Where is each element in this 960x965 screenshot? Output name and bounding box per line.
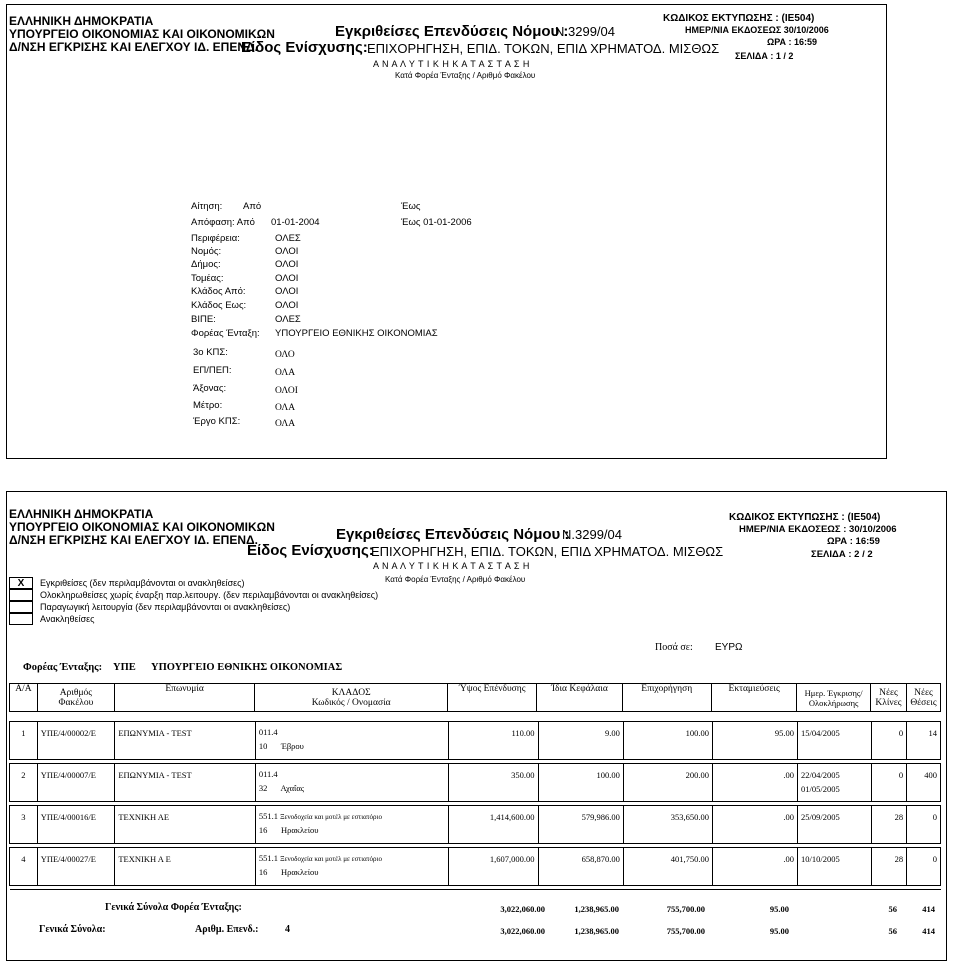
cell-subsidy: 401,750.00 bbox=[623, 848, 712, 886]
criteria-value: ΟΛΟΙ bbox=[275, 300, 299, 311]
agency-total-subsidy: 755,700.00 bbox=[666, 904, 705, 914]
cell-seats: 0 bbox=[907, 848, 941, 886]
table-row bbox=[10, 848, 941, 886]
cell-beds: 0 bbox=[871, 764, 907, 802]
header-country: ΕΛΛΗΝΙΚΗ ΔΗΜΟΚΡΑΤΙΑ bbox=[9, 14, 154, 28]
header-ministry: ΥΠΟΥΡΓΕΙΟ ΟΙΚΟΝΟΜΙΑΣ ΚΑΙ ΟΙΚΟΝΟΜΙΚΩΝ bbox=[9, 27, 275, 41]
criteria-value: 01-01-2004 bbox=[271, 217, 320, 228]
branch-code: 551.1 bbox=[258, 853, 278, 863]
report-subheading: Κατά Φορέα Ένταξης / Αριθμό Φακέλου bbox=[385, 575, 526, 584]
page-number: ΣΕΛΙΔΑ : 2 / 2 bbox=[811, 549, 873, 560]
cell-subsidy: 353,650.00 bbox=[623, 806, 712, 844]
cell-date bbox=[798, 764, 872, 802]
criteria-value: ΟΛΟΙ bbox=[275, 273, 299, 284]
col-beds-line2: Κλίνες bbox=[875, 697, 902, 708]
cell-aa: 4 bbox=[10, 848, 38, 886]
criteria-label: Νομός: bbox=[191, 246, 222, 257]
criteria-value: ΟΛΑ bbox=[275, 403, 296, 413]
agency-total-expenses: 95.00 bbox=[769, 904, 789, 914]
spacer-cell bbox=[871, 886, 907, 890]
criteria-value: ΟΛΟΙ bbox=[275, 246, 299, 257]
cell-equity: 658,870.00 bbox=[538, 848, 623, 886]
agency-totals-label: Γενικά Σύνολα Φορέα Ένταξης: bbox=[105, 902, 242, 913]
currency-value: ΕΥΡΩ bbox=[715, 642, 743, 653]
criteria-value: ΟΛΑ bbox=[275, 368, 296, 378]
criteria-value: ΟΛΟΙ bbox=[275, 259, 299, 270]
area-name: Ηρακλείου bbox=[280, 867, 319, 877]
spacer-cell bbox=[907, 886, 941, 890]
until-label: Έως bbox=[401, 201, 421, 212]
report-title-label: Εγκριθείσες Επενδύσεις Νόμου : bbox=[336, 526, 570, 543]
criteria-value: ΟΛΕΣ bbox=[275, 233, 301, 244]
spacer-cell bbox=[115, 886, 255, 890]
cell-name: ΤΕΧΝΙΚΗ ΑΕ bbox=[115, 806, 255, 844]
cell-file: ΥΠΕ/4/00027/Ε bbox=[37, 848, 115, 886]
cell-investment: 1,414,600.00 bbox=[449, 806, 538, 844]
currency-label: Ποσά σε: bbox=[655, 642, 693, 653]
approval-date: 22/04/2005 bbox=[801, 770, 840, 780]
aid-type-label: Είδος Ενίσχυσης: bbox=[241, 39, 368, 56]
cell-date bbox=[798, 722, 872, 760]
criteria-label: Άξονας: bbox=[193, 383, 227, 394]
criteria-label: Έργο ΚΠΣ: bbox=[193, 416, 241, 427]
criteria-label: Δήμος: bbox=[191, 259, 221, 270]
report-subheading: Κατά Φορέα Ένταξης / Αριθμό Φακέλου bbox=[395, 71, 536, 80]
agency-total-equity: 1,238,965.00 bbox=[574, 904, 619, 914]
header-directorate: Δ/ΝΣΗ ΕΓΚΡΙΣΗΣ ΚΑΙ ΕΛΕΓΧΟΥ ΙΔ. ΕΠΕΝΔ. bbox=[9, 40, 258, 54]
grand-totals-label: Γενικά Σύνολα: bbox=[39, 924, 106, 935]
spacer-cell bbox=[255, 886, 448, 890]
col-subsidy: Επιχορήγηση bbox=[622, 684, 711, 712]
criteria-label: Αίτηση: bbox=[191, 201, 223, 212]
grand-total-expenses: 95.00 bbox=[769, 926, 789, 936]
completion-date: 01/05/2005 bbox=[801, 784, 840, 794]
issue-date: ΗΜΕΡ/ΝΙΑ ΕΚΔΟΣΕΩΣ : 30/10/2006 bbox=[739, 524, 897, 535]
status-checkbox[interactable]: X bbox=[9, 577, 33, 589]
cell-branch bbox=[255, 806, 448, 844]
cell-investment: 350.00 bbox=[449, 764, 538, 802]
print-code: ΚΩΔΙΚΟΣ ΕΚΤΥΠΩΣΗΣ : (ΙΕ504) bbox=[729, 512, 881, 523]
area-name: Έβρου bbox=[280, 741, 304, 751]
spacer-cell bbox=[713, 886, 798, 890]
investment-count-label: Αριθμ. Επενδ.: bbox=[195, 924, 259, 935]
cell-seats: 0 bbox=[907, 806, 941, 844]
approval-date: 25/09/2005 bbox=[801, 812, 840, 822]
cell-expenses: 95.00 bbox=[713, 722, 798, 760]
grand-total-equity: 1,238,965.00 bbox=[574, 926, 619, 936]
status-checkbox[interactable] bbox=[9, 601, 33, 613]
cell-branch bbox=[255, 764, 448, 802]
grand-total-investment: 3,022,060.00 bbox=[500, 926, 545, 936]
grand-total-subsidy: 755,700.00 bbox=[666, 926, 705, 936]
cell-file: ΥΠΕ/4/00016/Ε bbox=[37, 806, 115, 844]
cell-subsidy: 100.00 bbox=[623, 722, 712, 760]
criteria-value: ΟΛΑ bbox=[275, 419, 296, 429]
aid-type-value: ΕΠΙΧΟΡΗΓΗΣΗ, ΕΠΙΔ. ΤΟΚΩΝ, ΕΠΙΔ ΧΡΗΜΑΤΟΔ. ΜΙΣΘΩΣ bbox=[367, 41, 720, 56]
criteria-label: ΒΙΠΕ: bbox=[191, 314, 216, 325]
col-seats bbox=[906, 684, 940, 712]
issue-time: ΩΡΑ : 16:59 bbox=[767, 37, 818, 47]
branch-code: 551.1 bbox=[258, 811, 278, 821]
col-date-line1: Ημερ. Έγκρισης/ bbox=[804, 687, 863, 698]
col-date bbox=[797, 684, 871, 712]
cell-equity: 9.00 bbox=[538, 722, 623, 760]
cell-investment: 110.00 bbox=[449, 722, 538, 760]
cell-beds: 28 bbox=[871, 806, 907, 844]
area-code: 16 bbox=[258, 825, 268, 835]
col-date-line2: Ολοκλήρωσης bbox=[808, 697, 859, 708]
cell-equity: 100.00 bbox=[538, 764, 623, 802]
criteria-value: Από bbox=[243, 201, 262, 212]
branch-code: 011.4 bbox=[258, 769, 278, 779]
agency-total-investment: 3,022,060.00 bbox=[500, 904, 545, 914]
cell-aa: 3 bbox=[10, 806, 38, 844]
criteria-label: Τομέας: bbox=[191, 273, 224, 284]
col-name: Επωνυμία bbox=[115, 684, 255, 712]
issue-date: ΗΜΕΡ/ΝΙΑ ΕΚΔΟΣΕΩΣ 30/10/2006 bbox=[685, 25, 829, 35]
col-branch bbox=[255, 684, 448, 712]
cell-expenses: .00 bbox=[713, 848, 798, 886]
agency-name: ΥΠΟΥΡΓΕΙΟ ΕΘΝΙΚΗΣ ΟΙΚΟΝΟΜΙΑΣ bbox=[151, 662, 343, 673]
agency-label: Φορέας Ένταξης: bbox=[23, 662, 103, 673]
investments-table bbox=[9, 721, 941, 890]
area-code: 32 bbox=[258, 783, 268, 793]
grand-total-beds: 56 bbox=[888, 926, 897, 936]
cell-seats: 14 bbox=[907, 722, 941, 760]
print-code: ΚΩΔΙΚΟΣ ΕΚΤΥΠΩΣΗΣ : (ΙΕ504) bbox=[663, 13, 815, 24]
cell-expenses: .00 bbox=[713, 806, 798, 844]
cell-beds: 28 bbox=[871, 848, 907, 886]
agency-code: ΥΠΕ bbox=[113, 662, 136, 673]
table-row bbox=[10, 722, 941, 760]
criteria-label: Φορέας Ένταξη: bbox=[191, 328, 260, 339]
area-code: 10 bbox=[258, 741, 268, 751]
status-checkbox-label: Εγκριθείσες (δεν περιλαμβάνονται οι ανακληθείσες) bbox=[40, 578, 245, 588]
cell-aa: 1 bbox=[10, 722, 38, 760]
until-date: Έως 01-01-2006 bbox=[401, 217, 472, 228]
cell-branch bbox=[255, 848, 448, 886]
criteria-label: Μέτρο: bbox=[193, 400, 223, 411]
spacer-cell bbox=[538, 886, 623, 890]
criteria-label: Απόφαση: Από bbox=[191, 217, 255, 228]
col-branch-line1: ΚΛΑΔΟΣ bbox=[331, 687, 371, 698]
aid-type-value: ΕΠΙΧΟΡΗΓΗΣΗ, ΕΠΙΔ. ΤΟΚΩΝ, ΕΠΙΔ ΧΡΗΜΑΤΟΔ. ΜΙΣΘΩΣ bbox=[371, 544, 724, 559]
cell-investment: 1,607,000.00 bbox=[449, 848, 538, 886]
criteria-value: ΥΠΟΥΡΓΕΙΟ ΕΘΝΙΚΗΣ ΟΙΚΟΝΟΜΙΑΣ bbox=[275, 328, 438, 339]
cell-branch bbox=[255, 722, 448, 760]
spacer-cell bbox=[37, 886, 115, 890]
investment-count: 4 bbox=[285, 924, 290, 935]
criteria-value: ΟΛΟΙ bbox=[275, 286, 299, 297]
cell-name: ΕΠΩΝΥΜΙΑ - TEST bbox=[115, 722, 255, 760]
col-aa: Α/Α bbox=[10, 684, 38, 712]
criteria-label: Περιφέρεια: bbox=[191, 233, 240, 244]
col-investment: Ύψος Επένδυσης bbox=[448, 684, 537, 712]
cell-date bbox=[798, 848, 872, 886]
cell-name: ΕΠΩΝΥΜΙΑ - TEST bbox=[115, 764, 255, 802]
column-header-table bbox=[9, 683, 941, 712]
col-branch-line2: Κωδικός / Ονομασία bbox=[311, 697, 391, 708]
status-checkbox-label: Ανακληθείσες bbox=[40, 614, 95, 624]
cell-beds: 0 bbox=[871, 722, 907, 760]
criteria-value: ΟΛΕΣ bbox=[275, 314, 301, 325]
area-code: 16 bbox=[258, 867, 268, 877]
report-page-2 bbox=[6, 491, 947, 961]
cell-date bbox=[798, 806, 872, 844]
cell-equity: 579,986.00 bbox=[538, 806, 623, 844]
status-checkbox[interactable] bbox=[9, 613, 33, 625]
col-equity: Ίδια Κεφάλαια bbox=[537, 684, 622, 712]
agency-total-beds: 56 bbox=[888, 904, 897, 914]
col-file bbox=[37, 684, 114, 712]
spacer-cell bbox=[10, 886, 38, 890]
col-file-line2: Φακέλου bbox=[58, 697, 94, 708]
header-directorate: Δ/ΝΣΗ ΕΓΚΡΙΣΗΣ ΚΑΙ ΕΛΕΓΧΟΥ ΙΔ. ΕΠΕΝΔ. bbox=[9, 533, 258, 547]
aid-type-label: Είδος Ενίσχυσης: bbox=[247, 542, 374, 559]
col-seats-line1: Νέες bbox=[914, 687, 933, 698]
branch-code: 011.4 bbox=[258, 727, 278, 737]
table-row bbox=[10, 764, 941, 802]
row-spacer bbox=[10, 886, 941, 890]
report-page-1 bbox=[6, 4, 887, 459]
cell-subsidy: 200.00 bbox=[623, 764, 712, 802]
spacer-cell bbox=[449, 886, 538, 890]
spacer-cell bbox=[623, 886, 712, 890]
criteria-label: 3ο ΚΠΣ: bbox=[193, 347, 228, 358]
cell-file: ΥΠΕ/4/00007/Ε bbox=[37, 764, 115, 802]
report-title-label: Εγκριθείσες Επενδύσεις Νόμου : bbox=[335, 23, 569, 40]
status-checkbox-label: Ολοκληρωθείσες χωρίς έναρξη παρ.λειτουργ. (δεν περιλαμβάνονται οι ανακληθείσες) bbox=[40, 590, 379, 600]
area-name: Αχαΐας bbox=[280, 783, 305, 793]
col-seats-line2: Θέσεις bbox=[910, 697, 937, 708]
criteria-value: ΟΛΟΙ bbox=[275, 386, 298, 396]
approval-date: 10/10/2005 bbox=[801, 854, 840, 864]
col-expenses: Εκταμιεύσεις bbox=[711, 684, 796, 712]
grand-total-seats: 414 bbox=[922, 926, 935, 936]
cell-expenses: .00 bbox=[713, 764, 798, 802]
criteria-label: Κλάδος Από: bbox=[191, 286, 246, 297]
cell-seats: 400 bbox=[907, 764, 941, 802]
header-ministry: ΥΠΟΥΡΓΕΙΟ ΟΙΚΟΝΟΜΙΑΣ ΚΑΙ ΟΙΚΟΝΟΜΙΚΩΝ bbox=[9, 520, 275, 534]
branch-name: Ξενοδοχεία και μοτέλ με εστιατόριο bbox=[280, 813, 382, 821]
issue-time: ΩΡΑ : 16:59 bbox=[827, 536, 880, 547]
spacer-cell bbox=[798, 886, 872, 890]
cell-aa: 2 bbox=[10, 764, 38, 802]
col-beds bbox=[870, 684, 906, 712]
status-checkbox-label: Παραγωγική λειτουργία (δεν περιλαμβάνονται οι ανακληθείσες) bbox=[40, 602, 291, 612]
table-row bbox=[10, 806, 941, 844]
header-country: ΕΛΛΗΝΙΚΗ ΔΗΜΟΚΡΑΤΙΑ bbox=[9, 507, 154, 521]
agency-total-seats: 414 bbox=[922, 904, 935, 914]
criteria-label: Κλάδος Εως: bbox=[191, 300, 247, 311]
report-heading: Α Ν Α Λ Υ Τ Ι Κ Η Κ Α Τ Α Σ Τ Α Σ Η bbox=[373, 59, 530, 69]
area-name: Ηρακλείου bbox=[280, 825, 319, 835]
approval-date: 15/04/2005 bbox=[801, 728, 840, 738]
status-checkbox[interactable] bbox=[9, 589, 33, 601]
law-number: Ν.3299/04 bbox=[555, 24, 615, 39]
criteria-label: ΕΠ/ΠΕΠ: bbox=[193, 365, 232, 376]
cell-file: ΥΠΕ/4/00002/Ε bbox=[37, 722, 115, 760]
law-number: Ν.3299/04 bbox=[562, 527, 622, 542]
branch-name: Ξενοδοχεία και μοτέλ με εστιατόριο bbox=[280, 855, 382, 863]
col-beds-line1: Νέες bbox=[879, 687, 898, 698]
page-number: ΣΕΛΙΔΑ : 1 / 2 bbox=[735, 51, 794, 61]
criteria-value: ΟΛΟ bbox=[275, 350, 295, 360]
col-file-line1: Αριθμός bbox=[59, 687, 93, 698]
cell-name: ΤΕΧΝΙΚΗ Α Ε bbox=[115, 848, 255, 886]
report-heading: Α Ν Α Λ Υ Τ Ι Κ Η Κ Α Τ Α Σ Τ Α Σ Η bbox=[373, 561, 530, 571]
